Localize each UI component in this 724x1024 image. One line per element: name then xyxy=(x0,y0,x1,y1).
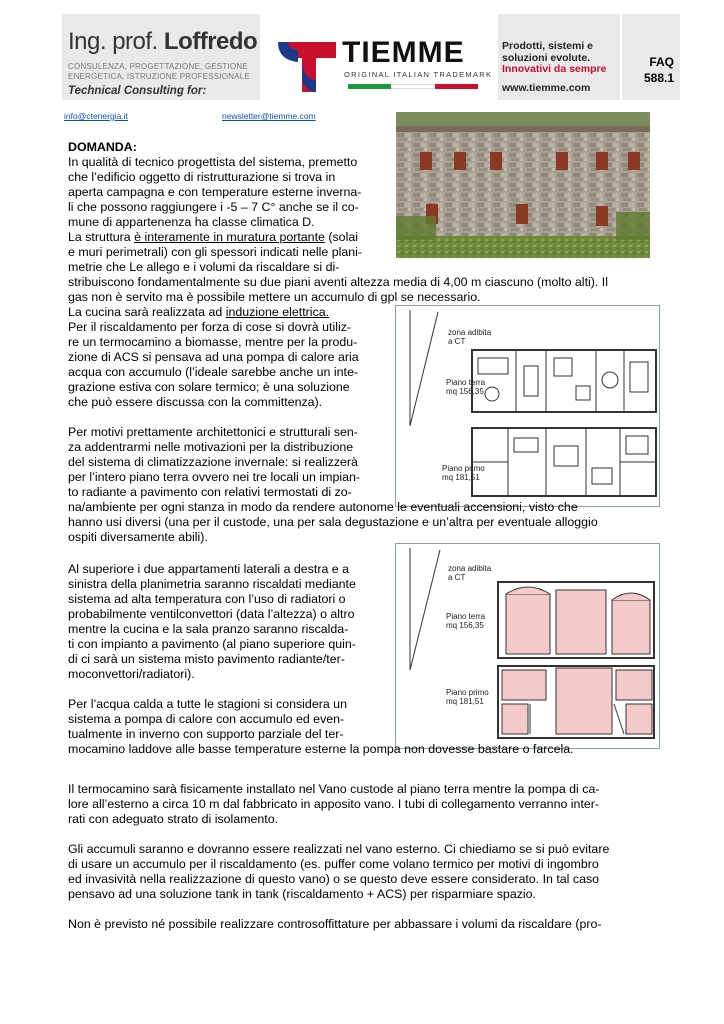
text-line: di usare un accumulo per il riscaldamento (es. puffer come volano termico per motivi di ingombro xyxy=(68,857,599,871)
text-line: La cucina sarà realizzata ad induzione elettrica. xyxy=(68,305,330,319)
text-line: acqua con accumulo (l’ideale sarebbe anche un inte- xyxy=(68,365,358,379)
text-line: La struttura è interamente in muratura portante (solai xyxy=(68,230,358,244)
text-line: na/ambiente per ogni stanza in modo da rendere autonome le eventuali accensioni, visto che xyxy=(68,500,578,514)
text-line: za addentrarmi nelle motivazioni per la distribuzione xyxy=(68,440,354,454)
tiemme-logo-icon xyxy=(276,36,338,94)
brand-subtitle: ORIGINAL ITALIAN TRADEMARK xyxy=(344,70,493,79)
floor-plan-heated-zones xyxy=(395,543,660,749)
text-line: zione di ACS si pensava ad una pompa di calore aria xyxy=(68,350,359,364)
brand-name: TIEMME xyxy=(342,36,465,69)
tagline: Prodotti, sistemi e soluzioni evolute. xyxy=(502,40,594,64)
text-line: che l’edificio oggetto di ristrutturazione si trova in xyxy=(68,170,336,184)
plan2-piano-primo-label: Piano primo mq 181,51 xyxy=(446,688,489,706)
website-link[interactable]: www.tiemme.com xyxy=(502,82,591,94)
text-line: stribuiscono fondamentalmente su due piani aventi altezza media di 4,00 m ciascuno (molto alti). Il xyxy=(68,275,608,289)
text-line: sistema ad alta temperatura con l’uso di radiatori o xyxy=(68,592,346,606)
italian-flag-stripe xyxy=(348,84,478,89)
text-line: gas non è servito ma è possibile mettere un accumulo di gpl se necessario. xyxy=(68,290,481,304)
email-link-ctenergia[interactable]: info@ctenergia.it xyxy=(64,111,128,121)
text-line: ti con impianto a pavimento (al piano superiore quin- xyxy=(68,637,356,651)
text-line: In qualità di tecnico progettista del sistema, premetto xyxy=(68,155,358,169)
text-line: del sistema di climatizzazione invernale: si realizzerà xyxy=(68,455,358,469)
text-line: mocamino laddove alle basse temperature esterne la pompa non dovesse bastare o farcela. xyxy=(68,742,574,756)
text-line: Gli accumuli saranno e dovranno essere realizzati nel vano esterno. Ci chiediamo se si può evitare xyxy=(68,842,610,856)
text-line: rati con adeguato strato di isolamento. xyxy=(68,812,279,826)
plan1-zona-label: zona adibita a CT xyxy=(448,328,492,346)
text-line: metrie che Le allego e i volumi da riscaldare si di- xyxy=(68,260,340,274)
text-line: mune di appartenenza ha classe climatica D. xyxy=(68,215,315,229)
text-line: per l’intero piano terra ovvero nei tre locali un impian- xyxy=(68,470,361,484)
text-line: grazione estiva con solare termico; è una soluzione xyxy=(68,380,350,394)
text-line: tualmente in inverno con supporto parziale del ter- xyxy=(68,727,344,741)
text-line: hanno usi diversi (una per il custode, una per sala degustazione e un’altra per eventuale alloggio xyxy=(68,515,598,529)
text-line: Al superiore i due appartamenti laterali a destra e a xyxy=(68,562,350,576)
text-line: moconvettori/radiatori). xyxy=(68,667,195,681)
text-line: Per l’acqua calda a tutte le stagioni si considera un xyxy=(68,697,347,711)
text-line: ed invasività nella realizzazione di questo vano) o se questo deve essere considerato. In tal caso xyxy=(68,872,600,886)
email-link-newsletter[interactable]: newsletter@tiemme.com xyxy=(222,111,316,121)
plan1-piano-terra-label: Piano terra mq 156,35 xyxy=(446,378,486,396)
text-line: pensavo ad una soluzione tank in tank (riscaldamento + ACS) per risparmiare spazio. xyxy=(68,887,536,901)
faq-label: FAQ xyxy=(649,55,674,69)
text-line: aperta campagna e con temperature esterne inverna- xyxy=(68,185,362,199)
plan2-zona-label: zona adibita a CT xyxy=(448,564,492,582)
floor-plan-furnished xyxy=(395,305,660,507)
text-line: li che possono raggiungere i -5 – 7 C° anche se il co- xyxy=(68,200,359,214)
consulting-label: Technical Consulting for: xyxy=(68,85,207,97)
faq-badge xyxy=(622,14,680,100)
header-author-block xyxy=(62,14,260,100)
building-photo xyxy=(396,112,650,258)
plan1-piano-primo-label: Piano primo mq 181,51 xyxy=(442,464,485,482)
text-line: che può essere discussa con la committenza). xyxy=(68,395,323,409)
text-line: Per il riscaldamento per forza di cose si dovrà utiliz- xyxy=(68,320,352,334)
text-line: sistema a pompa di calore con accumulo ed even- xyxy=(68,712,345,726)
text-line: ospiti diversamente abili). xyxy=(68,530,208,544)
text-line: Il termocamino sarà fisicamente installato nel Vano custode al piano terra mentre la pompa di ca- xyxy=(68,782,600,796)
header-tagline-block xyxy=(498,14,620,100)
author-subtitle: CONSULENZA, PROGETTAZIONE, GESTIONE ENERGETICA, ISTRUZIONE PROFESSIONALE xyxy=(68,62,250,81)
text-line: sinistra della planimetria saranno riscaldati mediante xyxy=(68,577,356,591)
plan2-piano-terra-label: Piano terra mq 156,35 xyxy=(446,612,486,630)
author-name: Ing. prof. Loffredo xyxy=(68,28,258,55)
text-line: di ci sarà un sistema misto pavimento radiante/ter- xyxy=(68,652,345,666)
text-line: to radiante a pavimento con relativi termostati di zo- xyxy=(68,485,352,499)
text-line: Per motivi prettamente architettonici e strutturali sen- xyxy=(68,425,358,439)
text-line: e muri perimetrali) con gli spessori indicati nelle plani- xyxy=(68,245,363,259)
text-line: lore all’esterno a circa 10 m dal fabbricato in apposito vano. I tubi di collegamento verranno inter- xyxy=(68,797,600,811)
faq-number: 588.1 xyxy=(643,71,674,85)
tiemme-logo-block xyxy=(262,14,498,100)
text-line: re un termocamino a biomasse, mentre per la produ- xyxy=(68,335,358,349)
text-line: probabilmente ventilconvettori (data l’altezza) o altro xyxy=(68,607,355,621)
tagline-red: Innovativi da sempre xyxy=(502,63,607,75)
text-line: Non è previsto né possibile realizzare controsoffittature per abbassare i volumi da riscaldare (pro- xyxy=(68,917,602,931)
text-line: mentre la cucina e la sala pranzo saranno riscalda- xyxy=(68,622,349,636)
question-title: DOMANDA: xyxy=(68,140,137,154)
